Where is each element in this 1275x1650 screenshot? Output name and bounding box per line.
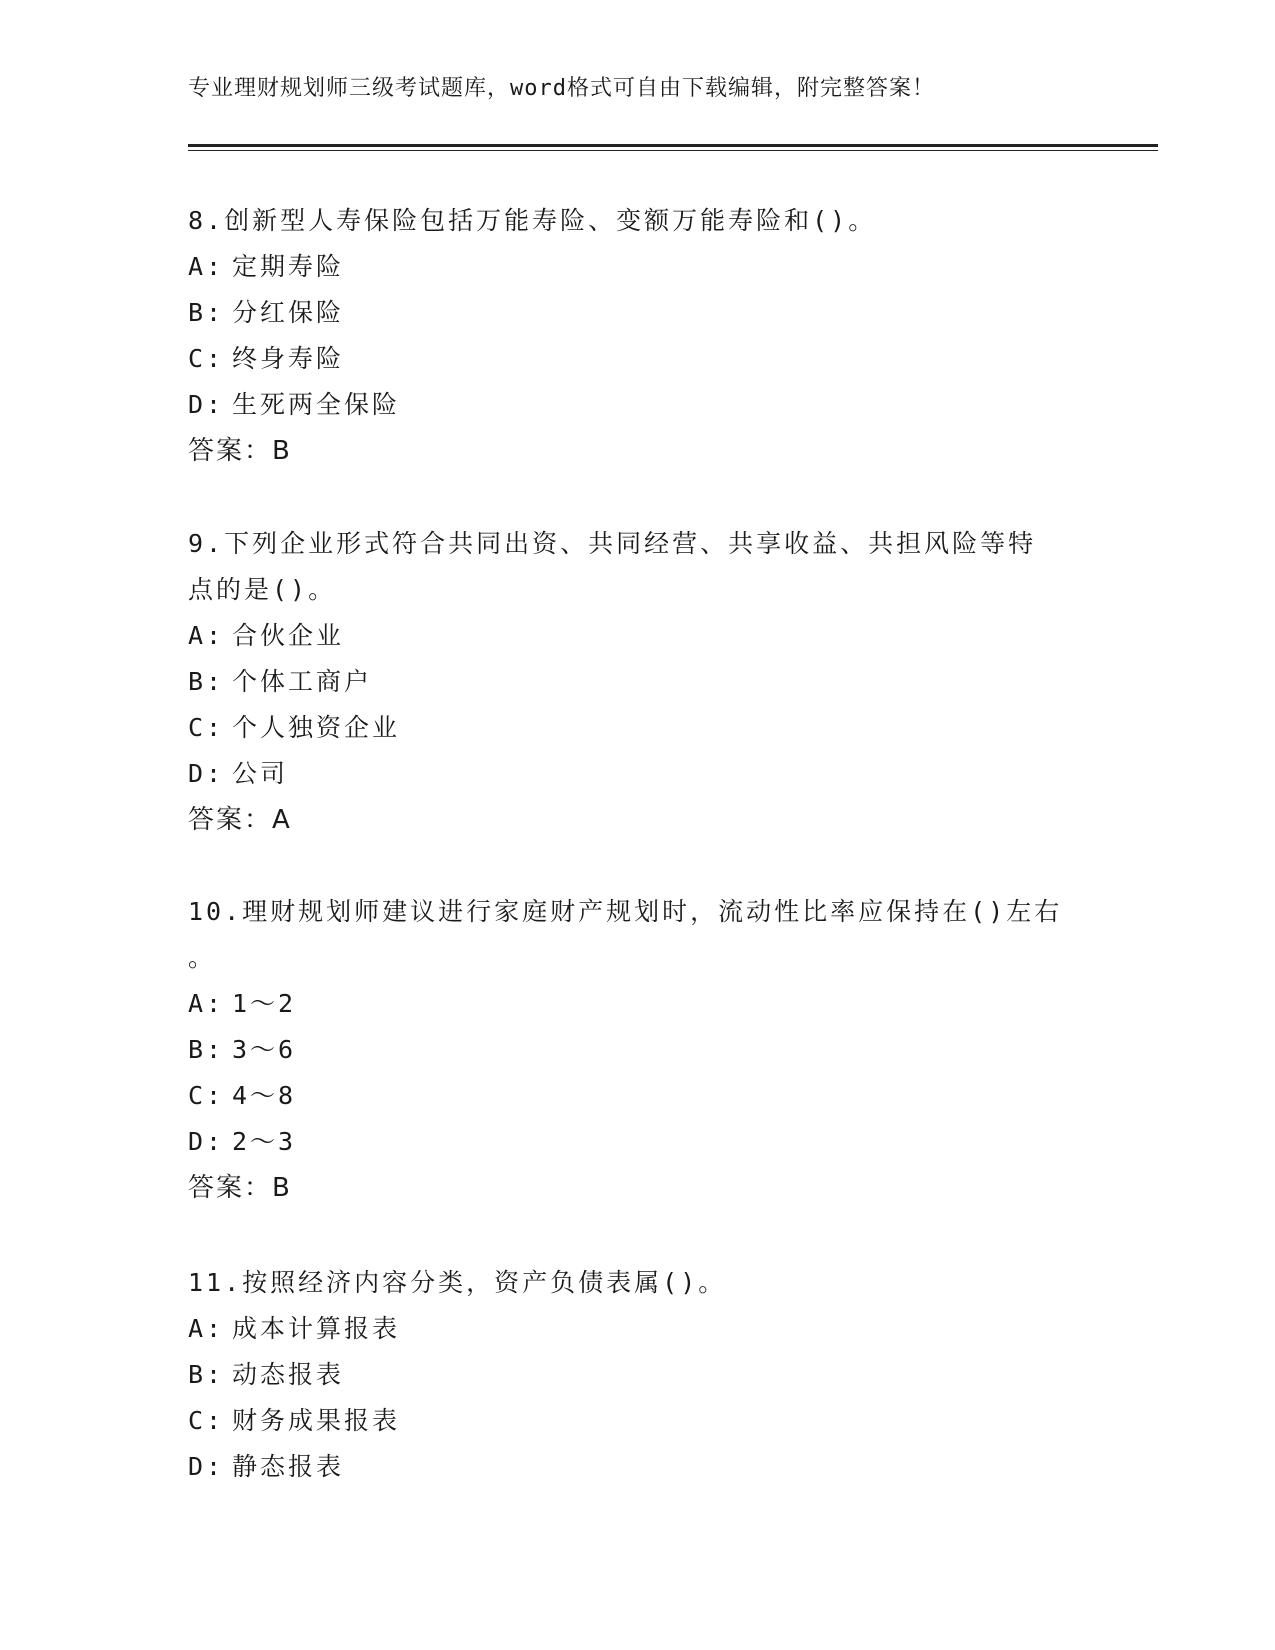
question-stem: 8.创新型人寿保险包括万能寿险、变额万能寿险和()。 bbox=[188, 206, 877, 235]
option-d bbox=[188, 751, 1088, 797]
option-a bbox=[188, 244, 1088, 290]
option-letter: A: bbox=[188, 621, 225, 650]
option-text: 个体工商户 bbox=[232, 667, 373, 696]
option-a bbox=[188, 981, 1088, 1027]
option-letter: C: bbox=[188, 1406, 225, 1435]
option-letter: D: bbox=[188, 390, 225, 419]
option-text: 定期寿险 bbox=[232, 252, 345, 281]
option-c bbox=[188, 1073, 1088, 1119]
question-11 bbox=[188, 1260, 1088, 1490]
option-b bbox=[188, 290, 1088, 336]
option-letter: A: bbox=[188, 989, 225, 1018]
option-letter: C: bbox=[188, 344, 225, 373]
option-a bbox=[188, 613, 1088, 659]
option-text: 财务成果报表 bbox=[232, 1406, 401, 1435]
option-letter: A: bbox=[188, 1314, 225, 1343]
option-text: 公司 bbox=[232, 759, 289, 788]
header-rule-thin bbox=[188, 150, 1158, 151]
option-b bbox=[188, 659, 1088, 705]
question-stem-continued: 点的是()。 bbox=[188, 575, 337, 604]
question-8 bbox=[188, 198, 1088, 474]
option-text: 终身寿险 bbox=[232, 344, 345, 373]
option-letter: C: bbox=[188, 1081, 225, 1110]
answer: 答案：B bbox=[188, 436, 292, 466]
option-text: 静态报表 bbox=[232, 1452, 345, 1481]
question-stem-continued: 。 bbox=[188, 943, 217, 972]
question-9 bbox=[188, 521, 1088, 843]
option-d bbox=[188, 382, 1088, 428]
question-stem: 11.按照经济内容分类，资产负债表属()。 bbox=[188, 1268, 727, 1297]
option-letter: B: bbox=[188, 1035, 225, 1064]
header-rule-thick bbox=[188, 144, 1158, 147]
option-text: 合伙企业 bbox=[232, 621, 345, 650]
answer: 答案：B bbox=[188, 1173, 292, 1203]
option-text: 成本计算报表 bbox=[232, 1314, 401, 1343]
answer: 答案：A bbox=[188, 805, 292, 835]
option-b bbox=[188, 1027, 1088, 1073]
option-letter: D: bbox=[188, 1127, 225, 1156]
option-text: 分红保险 bbox=[232, 298, 345, 327]
question-stem: 10.理财规划师建议进行家庭财产规划时，流动性比率应保持在()左右 bbox=[188, 897, 1063, 926]
option-d bbox=[188, 1444, 1088, 1490]
page-header: 专业理财规划师三级考试题库，word格式可自由下载编辑，附完整答案！ bbox=[188, 76, 935, 101]
option-c bbox=[188, 1398, 1088, 1444]
question-10 bbox=[188, 889, 1088, 1211]
option-text: 个人独资企业 bbox=[232, 713, 401, 742]
option-letter: D: bbox=[188, 1452, 225, 1481]
option-letter: A: bbox=[188, 252, 225, 281]
option-b bbox=[188, 1352, 1088, 1398]
option-a bbox=[188, 1306, 1088, 1352]
option-text: 生死两全保险 bbox=[232, 390, 401, 419]
question-stem: 9.下列企业形式符合共同出资、共同经营、共享收益、共担风险等特 bbox=[188, 529, 1037, 558]
option-text: 3～6 bbox=[232, 1035, 297, 1064]
option-letter: C: bbox=[188, 713, 225, 742]
option-c bbox=[188, 336, 1088, 382]
option-letter: B: bbox=[188, 1360, 225, 1389]
option-c bbox=[188, 705, 1088, 751]
option-d bbox=[188, 1119, 1088, 1165]
option-text: 动态报表 bbox=[232, 1360, 345, 1389]
option-text: 4～8 bbox=[232, 1081, 297, 1110]
option-letter: B: bbox=[188, 667, 225, 696]
option-letter: D: bbox=[188, 759, 225, 788]
option-text: 1～2 bbox=[232, 989, 297, 1018]
option-letter: B: bbox=[188, 298, 225, 327]
option-text: 2～3 bbox=[232, 1127, 297, 1156]
